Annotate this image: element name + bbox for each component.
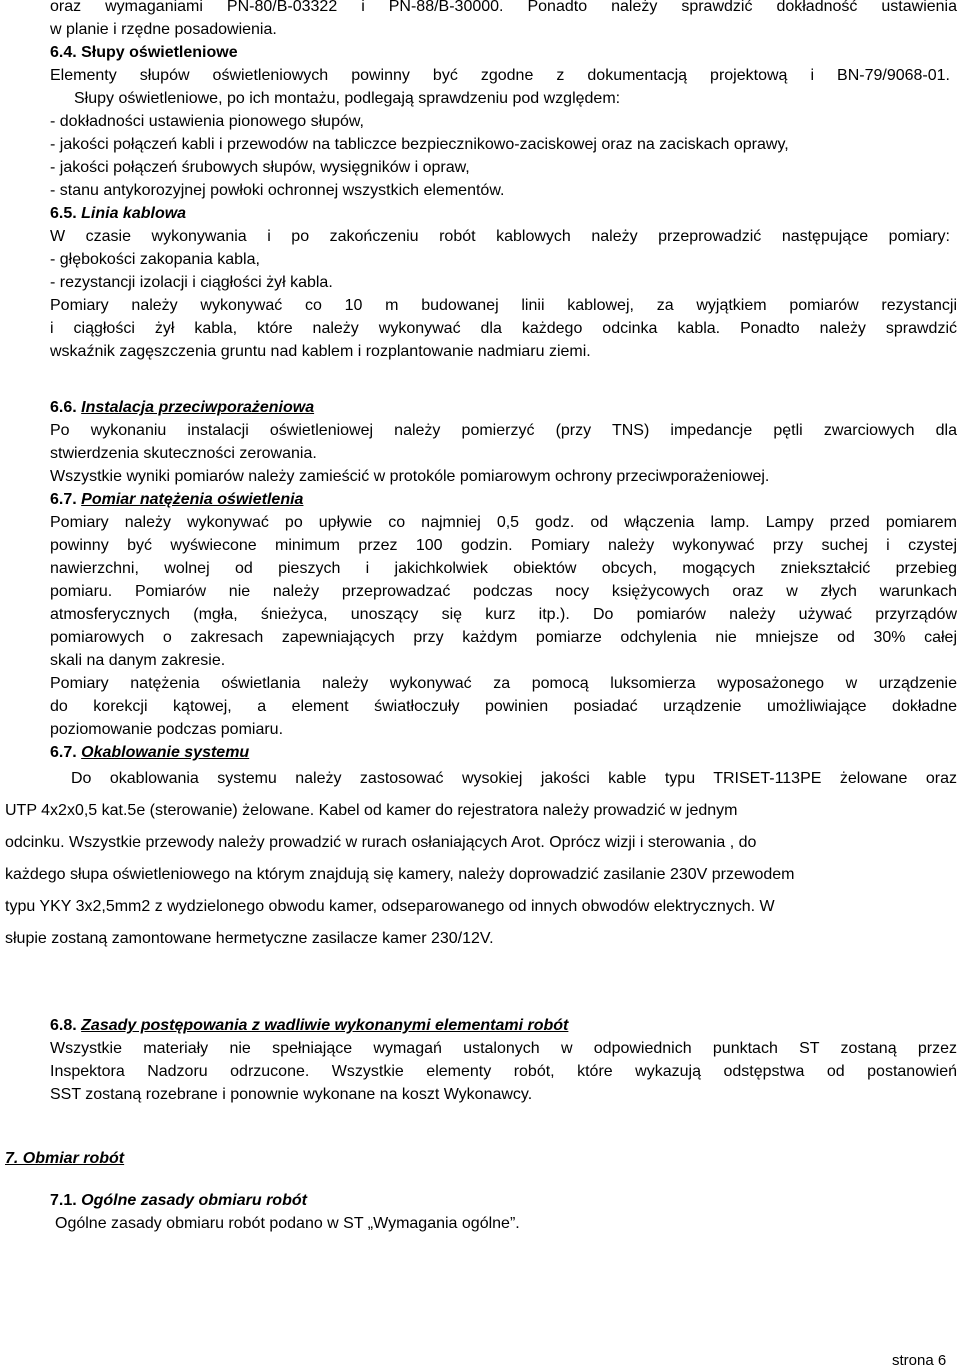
section-number: 6.6. (50, 399, 77, 416)
section-title: Ogólne zasady obmiaru robót (81, 1192, 307, 1209)
paragraph-line: W czasie wykonywania i po zakończeniu robót kablowych należy przeprowadzić następujące pomiary: (50, 228, 950, 245)
paragraph-line: i ciągłości żył kabla, które należy wykonywać dla każdego odcinka kabla. Ponadto należy sprawdzić (50, 320, 957, 337)
paragraph-line: pomiaru. Pomiarów nie należy przeprowadzać podczas nocy księżycowych oraz w złych warunkach (50, 583, 957, 600)
paragraph-line: oraz wymaganiami PN-80/B-03322 i PN-88/B-30000. Ponadto należy sprawdzić dokładność ustawienia (50, 0, 957, 15)
section-heading (50, 204, 186, 224)
list-item: - dokładności ustawienia pionowego słupów, (50, 113, 364, 130)
chapter-heading: 7. Obmiar robót (5, 1150, 125, 1167)
page-number: strona 6 (892, 1352, 947, 1369)
section-heading (50, 1191, 307, 1211)
section-title: Linia kablowa (81, 205, 187, 222)
section-heading (50, 490, 303, 510)
paragraph-line: skali na danym zakresie. (50, 652, 226, 669)
list-item: - rezystancji izolacji i ciągłości żył kabla. (50, 274, 333, 291)
paragraph-line: każdego słupa oświetleniowego na którym znajdują się kamery, należy doprowadzić zasilanie 230V przewodem (5, 866, 795, 883)
list-item: - jakości połączeń śrubowych słupów, wysięgników i opraw, (50, 159, 470, 176)
paragraph-line: SST zostaną rozebrane i ponownie wykonane na koszt Wykonawcy. (50, 1086, 533, 1103)
paragraph-line: powinny być wyświecone minimum przez 100 godzin. Pomiary należy wykonywać przy suchej i czystej (50, 537, 957, 554)
section-heading (50, 1016, 568, 1036)
paragraph-line: UTP 4x2x0,5 kat.5e (sterowanie) żelowane. Kabel od kamer do rejestratora należy prowadzić w jednym (5, 802, 738, 819)
paragraph-line: atmosferycznych (mgła, śnieżyca, unoszący się kurz itp.). Do pomiarów należy używać przyrządów (50, 606, 957, 623)
paragraph-line: nawierzchni, wolnej od pieszych i jakichkolwiek obiektów obcych, mogących zniekształcić przebieg (50, 560, 957, 577)
section-heading: 6.4. Słupy oświetleniowe (50, 44, 238, 61)
section-heading (50, 398, 314, 418)
section-title: Okablowanie systemu (81, 744, 250, 761)
paragraph-line: Ogólne zasady obmiaru robót podano w ST „Wymagania ogólne”. (55, 1215, 520, 1232)
paragraph-line: stwierdzenia skuteczności zerowania. (50, 445, 317, 462)
paragraph-line: Pomiary należy wykonywać po upływie co najmniej 0,5 godz. od włączenia lamp. Lampy przed pomiarem (50, 514, 957, 531)
paragraph-line: do korekcji kątowej, a element światłoczuły powinien posiadać urządzenie umożliwiające dokładne (50, 698, 957, 715)
section-title: Pomiar natężenia oświetlenia (81, 491, 304, 508)
paragraph-line: Pomiary należy wykonywać co 10 m budowanej linii kablowej, za wyjątkiem pomiarów rezystancji (50, 297, 957, 314)
paragraph-line: w planie i rzędne posadowienia. (50, 21, 277, 38)
paragraph-line: poziomowanie podczas pomiaru. (50, 721, 284, 738)
paragraph-line: typu YKY 3x2,5mm2 z wydzielonego obwodu kamer, odseparowanego od innych obwodów elektrycznych. W (5, 898, 775, 915)
section-number: 6.7. (50, 744, 77, 761)
paragraph-line: Wszystkie wyniki pomiarów należy zamieścić w protokóle pomiarowym ochrony przeciwporażeniowej. (50, 468, 770, 485)
section-heading (50, 743, 249, 763)
paragraph-line: pomiarowych o zakresach zapewniających przy każdym pomiarze odchylenia nie mniejsze od 30% całej (50, 629, 957, 646)
list-item: - głębokości zakopania kabla, (50, 251, 260, 268)
paragraph-line: słupie zostaną zamontowane hermetyczne zasilacze kamer 230/12V. (5, 930, 494, 947)
section-number: 7.1. (50, 1192, 77, 1209)
paragraph-line: Po wykonaniu instalacji oświetleniowej należy pomierzyć (przy TNS) impedancje pętli zwarciowych dla (50, 422, 957, 439)
section-number: 6.7. (50, 491, 77, 508)
list-item: - stanu antykorozyjnej powłoki ochronnej wszystkich elementów. (50, 182, 505, 199)
paragraph-line: odcinku. Wszystkie przewody należy prowadzić w rurach osłaniających Arot. Oprócz wizji i sterowania , do (5, 834, 757, 851)
paragraph-line: Słupy oświetleniowe, po ich montażu, podlegają sprawdzeniu pod względem: (74, 90, 621, 107)
section-title: Zasady postępowania z wadliwie wykonanymi elementami robót (81, 1017, 569, 1034)
paragraph-line: Inspektora Nadzoru odrzucone. Wszystkie elementy robót, które wykazują odstępstwa od postanowień (50, 1063, 957, 1080)
paragraph-line: Wszystkie materiały nie spełniające wymagań ustalonych w odpowiednich punktach ST zostaną przez (50, 1040, 957, 1057)
paragraph-line: Elementy słupów oświetleniowych powinny być zgodne z dokumentacją projektową i BN-79/9068-01. (50, 67, 950, 84)
section-number: 6.5. (50, 205, 77, 222)
paragraph-line: wskaźnik zagęszczenia gruntu nad kablem i rozplantowanie nadmiaru ziemi. (50, 343, 591, 360)
paragraph-line: Do okablowania systemu należy zastosować wysokiej jakości kable typu TRISET-113PE żelowane oraz (71, 770, 957, 787)
paragraph-line: Pomiary natężenia oświetlania należy wykonywać za pomocą luksomierza wyposażonego w urządzenie (50, 675, 957, 692)
list-item: - jakości połączeń kabli i przewodów na tabliczce bezpiecznikowo-zaciskowej oraz na zaciskach oprawy, (50, 136, 789, 153)
section-title: Instalacja przeciwporażeniowa (81, 399, 315, 416)
section-number: 6.8. (50, 1017, 77, 1034)
